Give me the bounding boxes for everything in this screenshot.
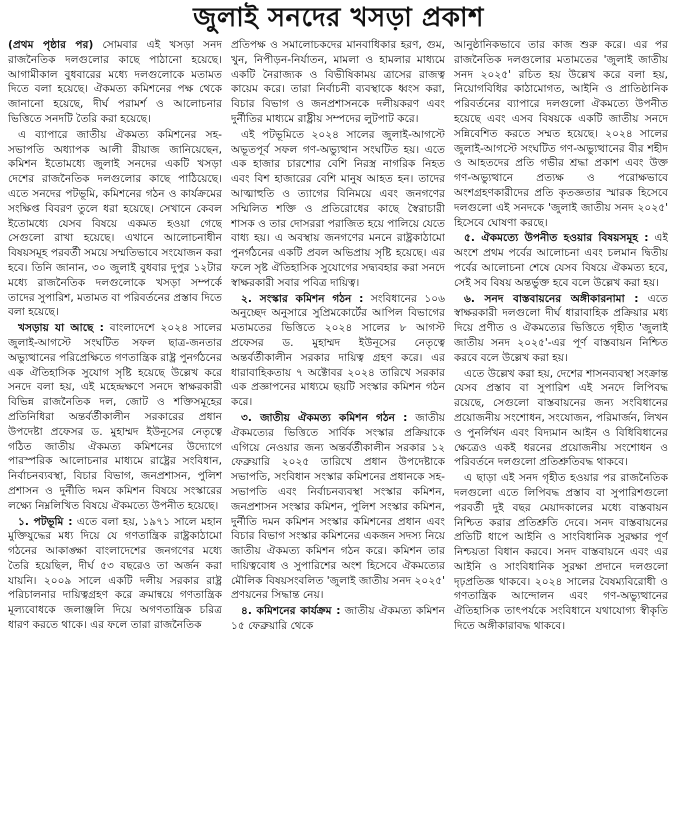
paragraph: এতে উল্লেখ করা হয়, দেশের শাসনব্যবস্থা সংক্রান্ত যেসব প্রস্তাব বা সুপারিশ এই সনদে লিপিবদ্ধ রয়েছে, সেগুলো বাস্তবায়নের জন্য সংবিধানের প্রয়োজনীয় সংশোধন, সংযোজন, পরিমার্জন, লিখন ও পুনর্লিখন এবং বিদ্যমান আইন ও বিধিবিধানের ক্ষেত্রেও একই ধরনের প্রয়োজনীয় সংশোধন ও পরিবর্তনে দলগুলো প্রতিশ্রুতিবদ্ধ থাকবে। (454, 367, 668, 469)
column-1 (8, 38, 222, 828)
paragraph-text: বাংলাদেশে ২০২৪ সালের জুলাই-আগস্টে সংঘটিত সফল ছাত্র-জনতার অভ্যুত্থানের পরিপ্রেক্ষিতে গণতান্ত্রিক রাষ্ট্র পুনর্গঠনের এক ঐতিহাসিক সুযোগ সৃষ্টি হয়েছে উল্লেখ করে সনদে বলা হয়, এই মহেন্দ্রক্ষণে সনদে স্বাক্ষরকারী বিভিন্ন রাজনৈতিক দল, জোট ও শক্তিসমূহের প্রতিনিধিরা অন্তর্বর্তীকালীন সরকারের প্রধান উপদেষ্টা প্রফেসর ড. মুহাম্মদ ইউনূসের নেতৃত্বে গঠিত জাতীয় ঐকমত্য কমিশনের উদ্যোগে পারস্পরিক আলোচনার মাধ্যমে রাষ্ট্রের সংবিধান, নির্বাচনব্যবস্থা, বিচার বিভাগ, জনপ্রশাসন, পুলিশ প্রশাসন ও দুর্নীতি দমন কমিশন বিষয়ে সংস্কারের লক্ষ্যে নিম্নলিখিত বিষয়ে ঐকমত্যে উপনীত হয়েছে। (8, 322, 222, 512)
paragraph-text: জাতীয় ঐকমত্যের ভিত্তিতে সার্বিক সংস্কার প্রক্রিয়াকে এগিয়ে নেওয়ার জন্য অন্তর্বর্তীকালীন সরকার ১২ ফেব্রুয়ারি ২০২৫ তারিখে প্রধান উপদেষ্টাকে সভাপতি, সংবিধান সংস্কার কমিশনের প্রধানকে সহ-সভাপতি এবং নির্বাচনব্যবস্থা সংস্কার কমিশন, জনপ্রশাসন সংস্কার কমিশন, পুলিশ সংস্কার কমিশন, দুর্নীতি দমন কমিশন সংস্কার কমিশনের প্রধান এবং বিচার বিভাগ সংস্কার কমিশনের একজন সদস্য নিয়ে জাতীয় ঐকমত্য কমিশন গঠন করে। কমিশন তার দায়িত্ববোধ ও সুপারিশের অংশ হিসেবে ঐকমত্যের মৌলিক বিষয়সংবলিত 'জুলাই জাতীয় সনদ ২০২৫' প্রণয়নের সিদ্ধান্ত নেয়। (231, 411, 445, 602)
column-3 (454, 38, 668, 828)
paragraph (231, 411, 445, 603)
paragraph (454, 231, 668, 290)
paragraph: প্রতিপক্ষ ও সমালোচকদের মানবাধিকার হরণ, গুম, খুন, নিপীড়ন-নির্যাতন, মামলা ও হামলার মাধ্যমে একটি নৈরাজ্যক ও বিভীষিকাময় ত্রাসের রাজত্ব কায়েম করে। তারা নির্বাচনী ব্যবস্থাকে ধ্বংস করা, বিচার বিভাগ ও জনপ্রশাসনকে দলীয়করণ এবং দুর্নীতির মাধ্যমে রাষ্ট্রীয় সম্পদের লুটপাট করে। (231, 39, 445, 125)
paragraph-text: এই অংশে প্রথম পর্বের আলোচনা এবং চলমান দ্বিতীয় পর্বের আলোচনা শেষে যেসব বিষয়ে ঐকমত্য হবে, সেই সব বিষয় অন্তর্ভুক্ত হবে বলে উল্লেখ করা হয়। (454, 232, 668, 289)
paragraph (231, 604, 445, 634)
headline: জুলাই সনদের খসড়া প্রকাশ (193, 3, 484, 33)
subhead: ৬. সনদ বাস্তবায়নের অঙ্গীকারনামা : (464, 292, 639, 305)
paragraph: এ ব্যাপারে জাতীয় ঐকমত্য কমিশনের সহ-সভাপতি অধ্যাপক আলী রীয়াজ জানিয়েছেন, কমিশন ইতোমধ্যে জুলাই সনদের একটি খসড়া দেশের রাজনৈতিক দলগুলোর কাছে পাঠিয়েছে। এতে সনদের পটভূমি, কমিশনের গঠন ও কার্যক্রমের সংক্ষিপ্ত বিবরণ তুলে ধরা হয়েছে। সেখানে কেবল ইতোমধ্যে যেসব বিষয়ে একমত হওয়া গেছে সেগুলো রাখা হয়েছে। এখানে আলোচনাধীন বিষয়সমূহ পরবর্তী সময়ে সম্মতিভাবে সংযোজন করা হবে। তিনি জানান, ৩০ জুলাই বুধবার দুপুর ১২টার মধ্যে রাজনৈতিক দলগুলোকে খসড়া সম্পর্কে তাদের সুপারিশ, মতামত বা পরিবর্তনের প্রস্তাব দিতে বলা হয়েছে। (8, 128, 222, 319)
subhead: ১. পটভূমি : (18, 515, 73, 528)
subhead: ৫. ঐকমত্যে উপনীত হওয়ার বিষয়সমূহ : (464, 232, 649, 245)
paragraph-text: জাতীয় ঐকমত্য কমিশন ১৫ ফেব্রুয়ারি থেকে (231, 605, 445, 633)
paragraph (8, 38, 222, 127)
paragraph: আনুষ্ঠানিকভাবে তার কাজ শুরু করে। এর পর রাজনৈতিক দলগুলোর মতামতের 'জুলাই জাতীয় সনদ ২০২৫' রচিত হয় উল্লেখ করে বলা হয়, নিয়োগবিধির কাঠামোগত, আইনি ও প্রাতিষ্ঠানিক পরিবর্তনের ব্যাপারে দলগুলো ঐকমত্যে উপনীত হয়েছে এবং এসব বিষয়কে একটি জাতীয় সনদে সন্নিবেশিত করতে সম্মত হয়েছে। ২০২৪ সালের জুলাই-আগস্টে সংঘটিত গণ-অভ্যুত্থানের বীর শহীদ ও আহতদের প্রতি গভীর শ্রদ্ধা প্রকাশ এবং উক্ত গণ-অভ্যুত্থানে প্রত্যক্ষ ও পরোক্ষভাবে অংশগ্রহণকারীদের প্রতি কৃতজ্ঞতার স্মারক হিসেবে দলগুলো এই সনদকে 'জুলাই জাতীয় সনদ ২০২৫' হিসেবে ঘোষণা করছে। (454, 39, 668, 229)
paragraph: এ ছাড়া এই সনদ গৃহীত হওয়ার পর রাজনৈতিক দলগুলো এতে লিপিবদ্ধ প্রস্তাব বা সুপারিশগুলো পরবর্তী দুই বছর মেয়াদকালের মধ্যে বাস্তবায়ন নিশ্চিত করার প্রতিশ্রুতি দেবে। সনদ বাস্তবায়নের প্রতিটি ধাপে আইনি ও সাংবিধানিক সুরক্ষার পূর্ণ নিশ্চয়তা বিধান করবে। সনদ বাস্তবায়নে এবং এর আইনি ও সাংবিধানিক সুরক্ষা প্রদানে দলগুলো দৃঢ়প্রতিজ্ঞ থাকবে। ২০২৪ সালের বৈষম্যবিরোধী ও গণতান্ত্রিক আন্দোলন এবং গণ-অভ্যুত্থানের ঐতিহাসিক তাৎপর্যকে সংবিধানে যথাযোগ্য স্বীকৃতি দিতে অঙ্গীকারাবদ্ধ থাকবে। (454, 472, 668, 633)
paragraph (454, 292, 668, 366)
paragraph-text: এতে স্বাক্ষরকারী দলগুলো দীর্ঘ ধারাবাহিক প্রক্রিয়ার মধ্য দিয়ে প্রণীত ও ঐকমত্যের ভিত্তিতে গৃহীত 'জুলাই জাতীয় সনদ ২০২৫'-এর পূর্ণ বাস্তবায়ন নিশ্চিত করবে বলে উল্লেখ করা হয়। (454, 292, 668, 364)
paragraph-text: এতে বলা হয়, ১৯৭১ সালে মহান মুক্তিযুদ্ধের মধ্য দিয়ে যে গণতান্ত্রিক রাষ্ট্রকাঠামো গঠনের আকাঙ্ক্ষা বাংলাদেশের জনগণের মধ্যে তৈরি হয়েছিল, দীর্ঘ ৫৩ বছরেও তা অর্জন করা যায়নি। ২০০৯ সালে একটি দলীয় সরকার রাষ্ট্র পরিচালনার দায়িত্বগ্রহণ করে ক্রমান্বয়ে গণতান্ত্রিক মূল্যবোধকে জলাঞ্জলি দিয়ে অগণতান্ত্রিক চরিত্র ধারণ করতে থাকে। এর ফলে তারা রাজনৈতিক (8, 515, 222, 632)
paragraph (8, 321, 222, 513)
article-columns (8, 38, 670, 828)
column-2 (231, 38, 445, 828)
continuation-label: (প্রথম পৃষ্ঠার পর) (8, 39, 94, 51)
subhead: খসড়ায় যা আছে : (18, 322, 104, 335)
subhead: ৪. কমিশনের কার্যক্রম : (241, 605, 341, 618)
subhead: ২. সংস্কার কমিশন গঠন : (241, 292, 364, 305)
paragraph (231, 292, 445, 410)
paragraph: এই পটভূমিতে ২০২৪ সালের জুলাই-আগস্টে অভূতপূর্ব সফল গণ-অভ্যুত্থান সংঘটিত হয়। এতে এক হাজার চারশোর বেশি নিরস্ত্র নাগরিক নিহত এবং বিশ হাজারের বেশি মানুষ আহত হন। তাদের আত্মাহুতি ও ত্যাগের বিনিময়ে এবং জনগণের সম্মিলিত শক্তি ও প্রতিরোধের কাছে স্বৈরাচারী শাসক ও তার দোসররা পরাজিত হয়ে পালিয়ে যেতে বাধ্য হয়। এ অবস্থায় জনগণের মননে রাষ্ট্রকাঠামো পুনর্গঠনের একটি প্রবল অভিপ্রায় সৃষ্টি হয়েছে। এর ফলে সৃষ্ট ঐতিহাসিক সুযোগের সদ্ব্যবহার করা সনদে স্বাক্ষরকারী সবার পবিত্র দায়িত্ব। (231, 128, 445, 289)
paragraph-text: সোমবার এই খসড়া সনদ রাজনৈতিক দলগুলোর কাছে পাঠানো হয়েছে। আগামীকাল বুধবারের মধ্যে দলগুলোকে মতামত দিতে বলা হয়েছে। ঐকমত্য কমিশনের পক্ষ থেকে জানানো হয়েছে, দীর্ঘ পরামর্শ ও আলোচনার ভিত্তিতে সনদটি তৈরি করা হয়েছে। (8, 39, 222, 125)
paragraph-text: সংবিধানের ১০৬ অনুচ্ছেদ অনুসারে সুপ্রিমকোর্টের আপিল বিভাগের মতামতের ভিত্তিতে ২০২৪ সালের ৮ আগস্ট প্রফেসর ড. মুহাম্মদ ইউনূসের নেতৃত্বে অন্তর্বর্তীকালীন সরকার দায়িত্ব গ্রহণ করে। এর ধারাবাহিকতায় ৭ অক্টোবর ২০২৪ তারিখে সরকার এক প্রজ্ঞাপনের মাধ্যমে ছয়টি সংস্কার কমিশন গঠন করে। (231, 292, 445, 409)
paragraph (8, 515, 222, 633)
subhead: ৩. জাতীয় ঐকমত্য কমিশন গঠন : (241, 411, 408, 424)
